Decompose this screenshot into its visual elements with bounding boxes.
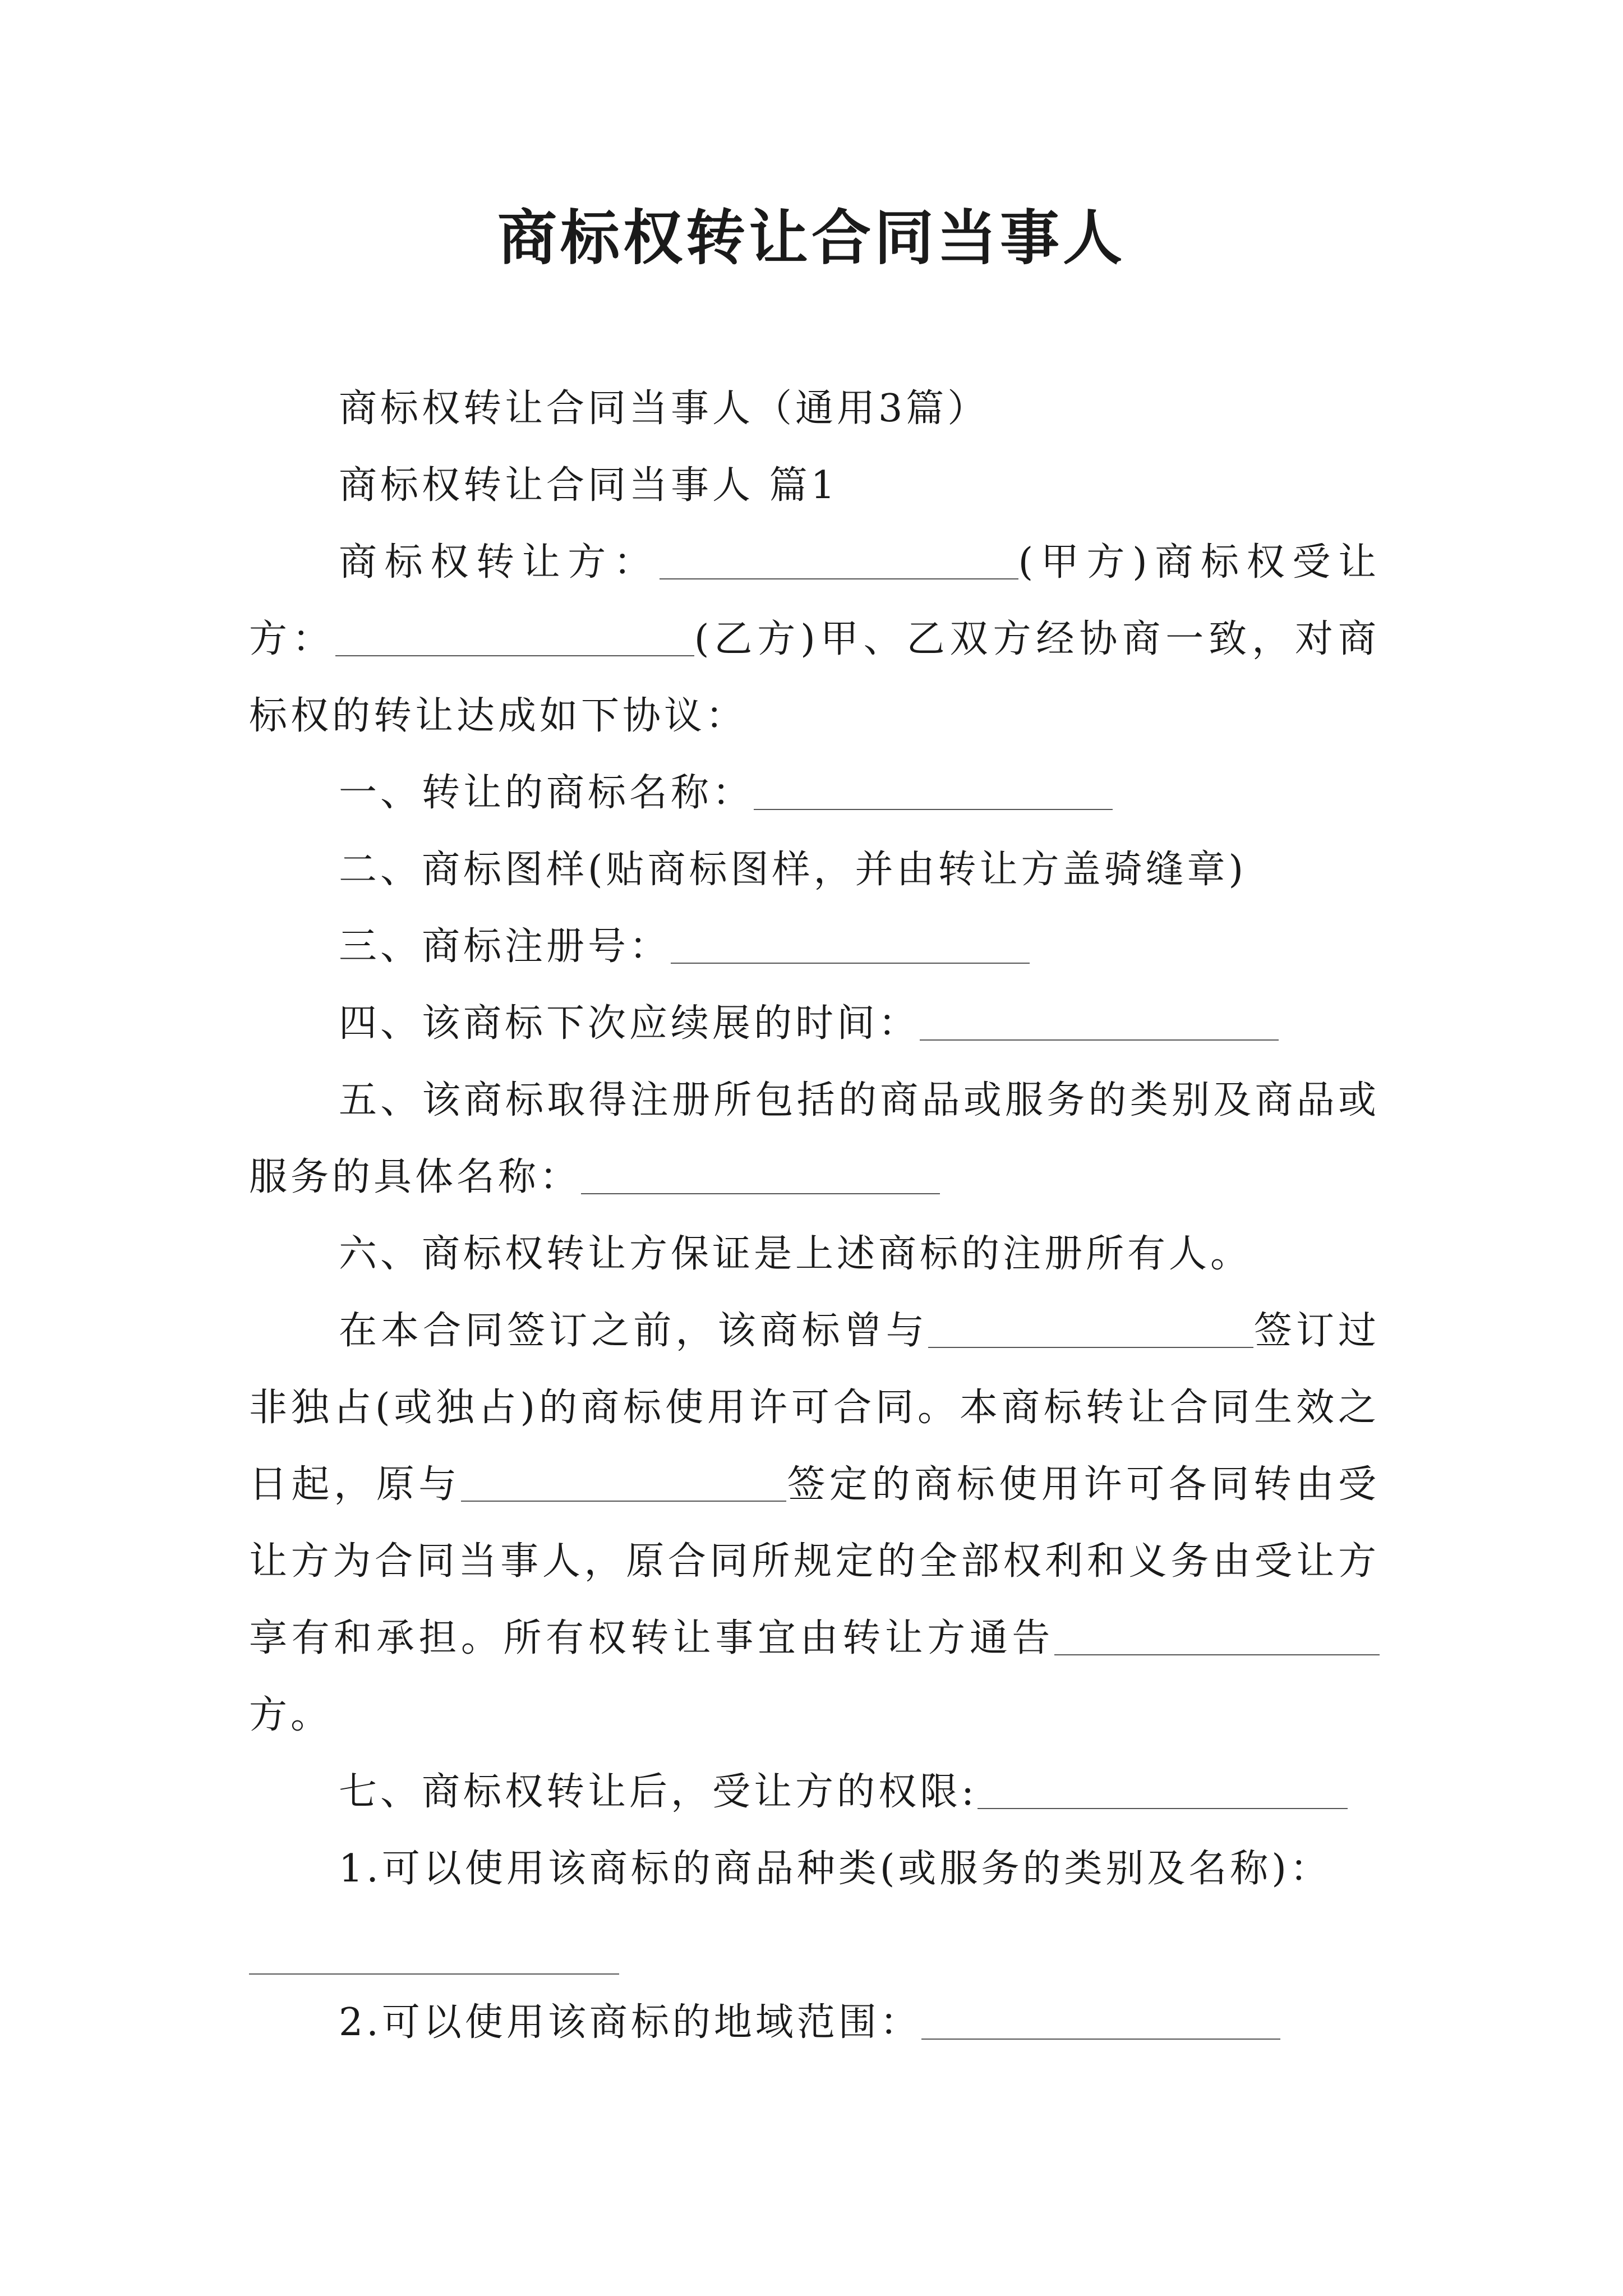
subtitle: 商标权转让合同当事人（通用3篇） [339, 386, 989, 431]
clause-2: 二、商标图样(贴商标图样，并由转让方盖骑缝章) [339, 848, 1247, 892]
clause-7-item-2 [249, 1984, 1380, 2061]
clause-7-item-1: 1.可以使用该商标的商品种类(或服务的类别及名称)： [339, 1847, 1331, 1891]
fill-line-goods-category [249, 1907, 1380, 1984]
fill-blank-goods-category [249, 1935, 619, 1975]
fill-blank-renewal-date [920, 1001, 1279, 1041]
text-segment: 2.可以使用该商标的地域范围： [339, 2000, 921, 2045]
clause-3 [249, 908, 1380, 985]
fill-blank-goods-services [581, 1155, 940, 1194]
clause-7 [249, 1754, 1380, 1830]
text-segment: 签定的商标使用许可各同转由受让方为合同当事人，原合同所规定的全部权利和义务由受让方享有和承担。所有权转让事宜由转让方通告 [249, 1462, 1380, 1660]
text-segment: 商标权转让方： [339, 540, 660, 585]
clause-5 [249, 1062, 1380, 1216]
paragraph-license-history [249, 1292, 1380, 1754]
text-segment: 七、商标权转让后，受让方的权限: [339, 1770, 978, 1814]
text-segment: 三、商标注册号： [339, 924, 671, 969]
clause-6: 六、商标权转让方保证是上述商标的注册所有人。 [339, 1232, 1252, 1276]
section-heading: 商标权转让合同当事人 篇1 [339, 463, 838, 508]
fill-blank-original-licensee [461, 1462, 786, 1502]
paragraph-parties [249, 524, 1380, 754]
text-segment: 在本合同签订之前，该商标曾与 [339, 1309, 928, 1353]
fill-blank-transferor [660, 540, 1018, 579]
text-segment: 方。 [249, 1693, 333, 1737]
clause-4 [249, 985, 1380, 1062]
text-segment: 五、该商标取得注册所包括的商品或服务的类别及商品或服务的具体名称： [249, 1078, 1380, 1199]
fill-blank-transferee [335, 617, 694, 656]
fill-blank-transferee-rights [978, 1770, 1348, 1809]
text-segment: (甲方)商标权受让方： [249, 540, 1380, 661]
fill-blank-territory [921, 2000, 1280, 2040]
document-title: 商标权转让合同当事人 [497, 204, 1126, 273]
fill-blank-prior-licensee [928, 1309, 1253, 1348]
fill-blank-registration-number [671, 924, 1030, 964]
fill-blank-notified-party [1054, 1616, 1380, 1655]
fill-blank-trademark-name [754, 771, 1113, 810]
text-segment: 一、转让的商标名称： [339, 771, 754, 815]
text-segment: (乙方)甲、乙双方经协商一致，对商标权的转让达成如下协议： [249, 617, 1380, 738]
text-segment: 签订过非独占(或独占)的商标使用许可合同。本商标转让合同生效之日起，原与 [249, 1309, 1380, 1507]
clause-1 [249, 754, 1380, 831]
text-segment: 四、该商标下次应续展的时间： [339, 1001, 920, 1046]
document-body [249, 370, 1380, 2061]
